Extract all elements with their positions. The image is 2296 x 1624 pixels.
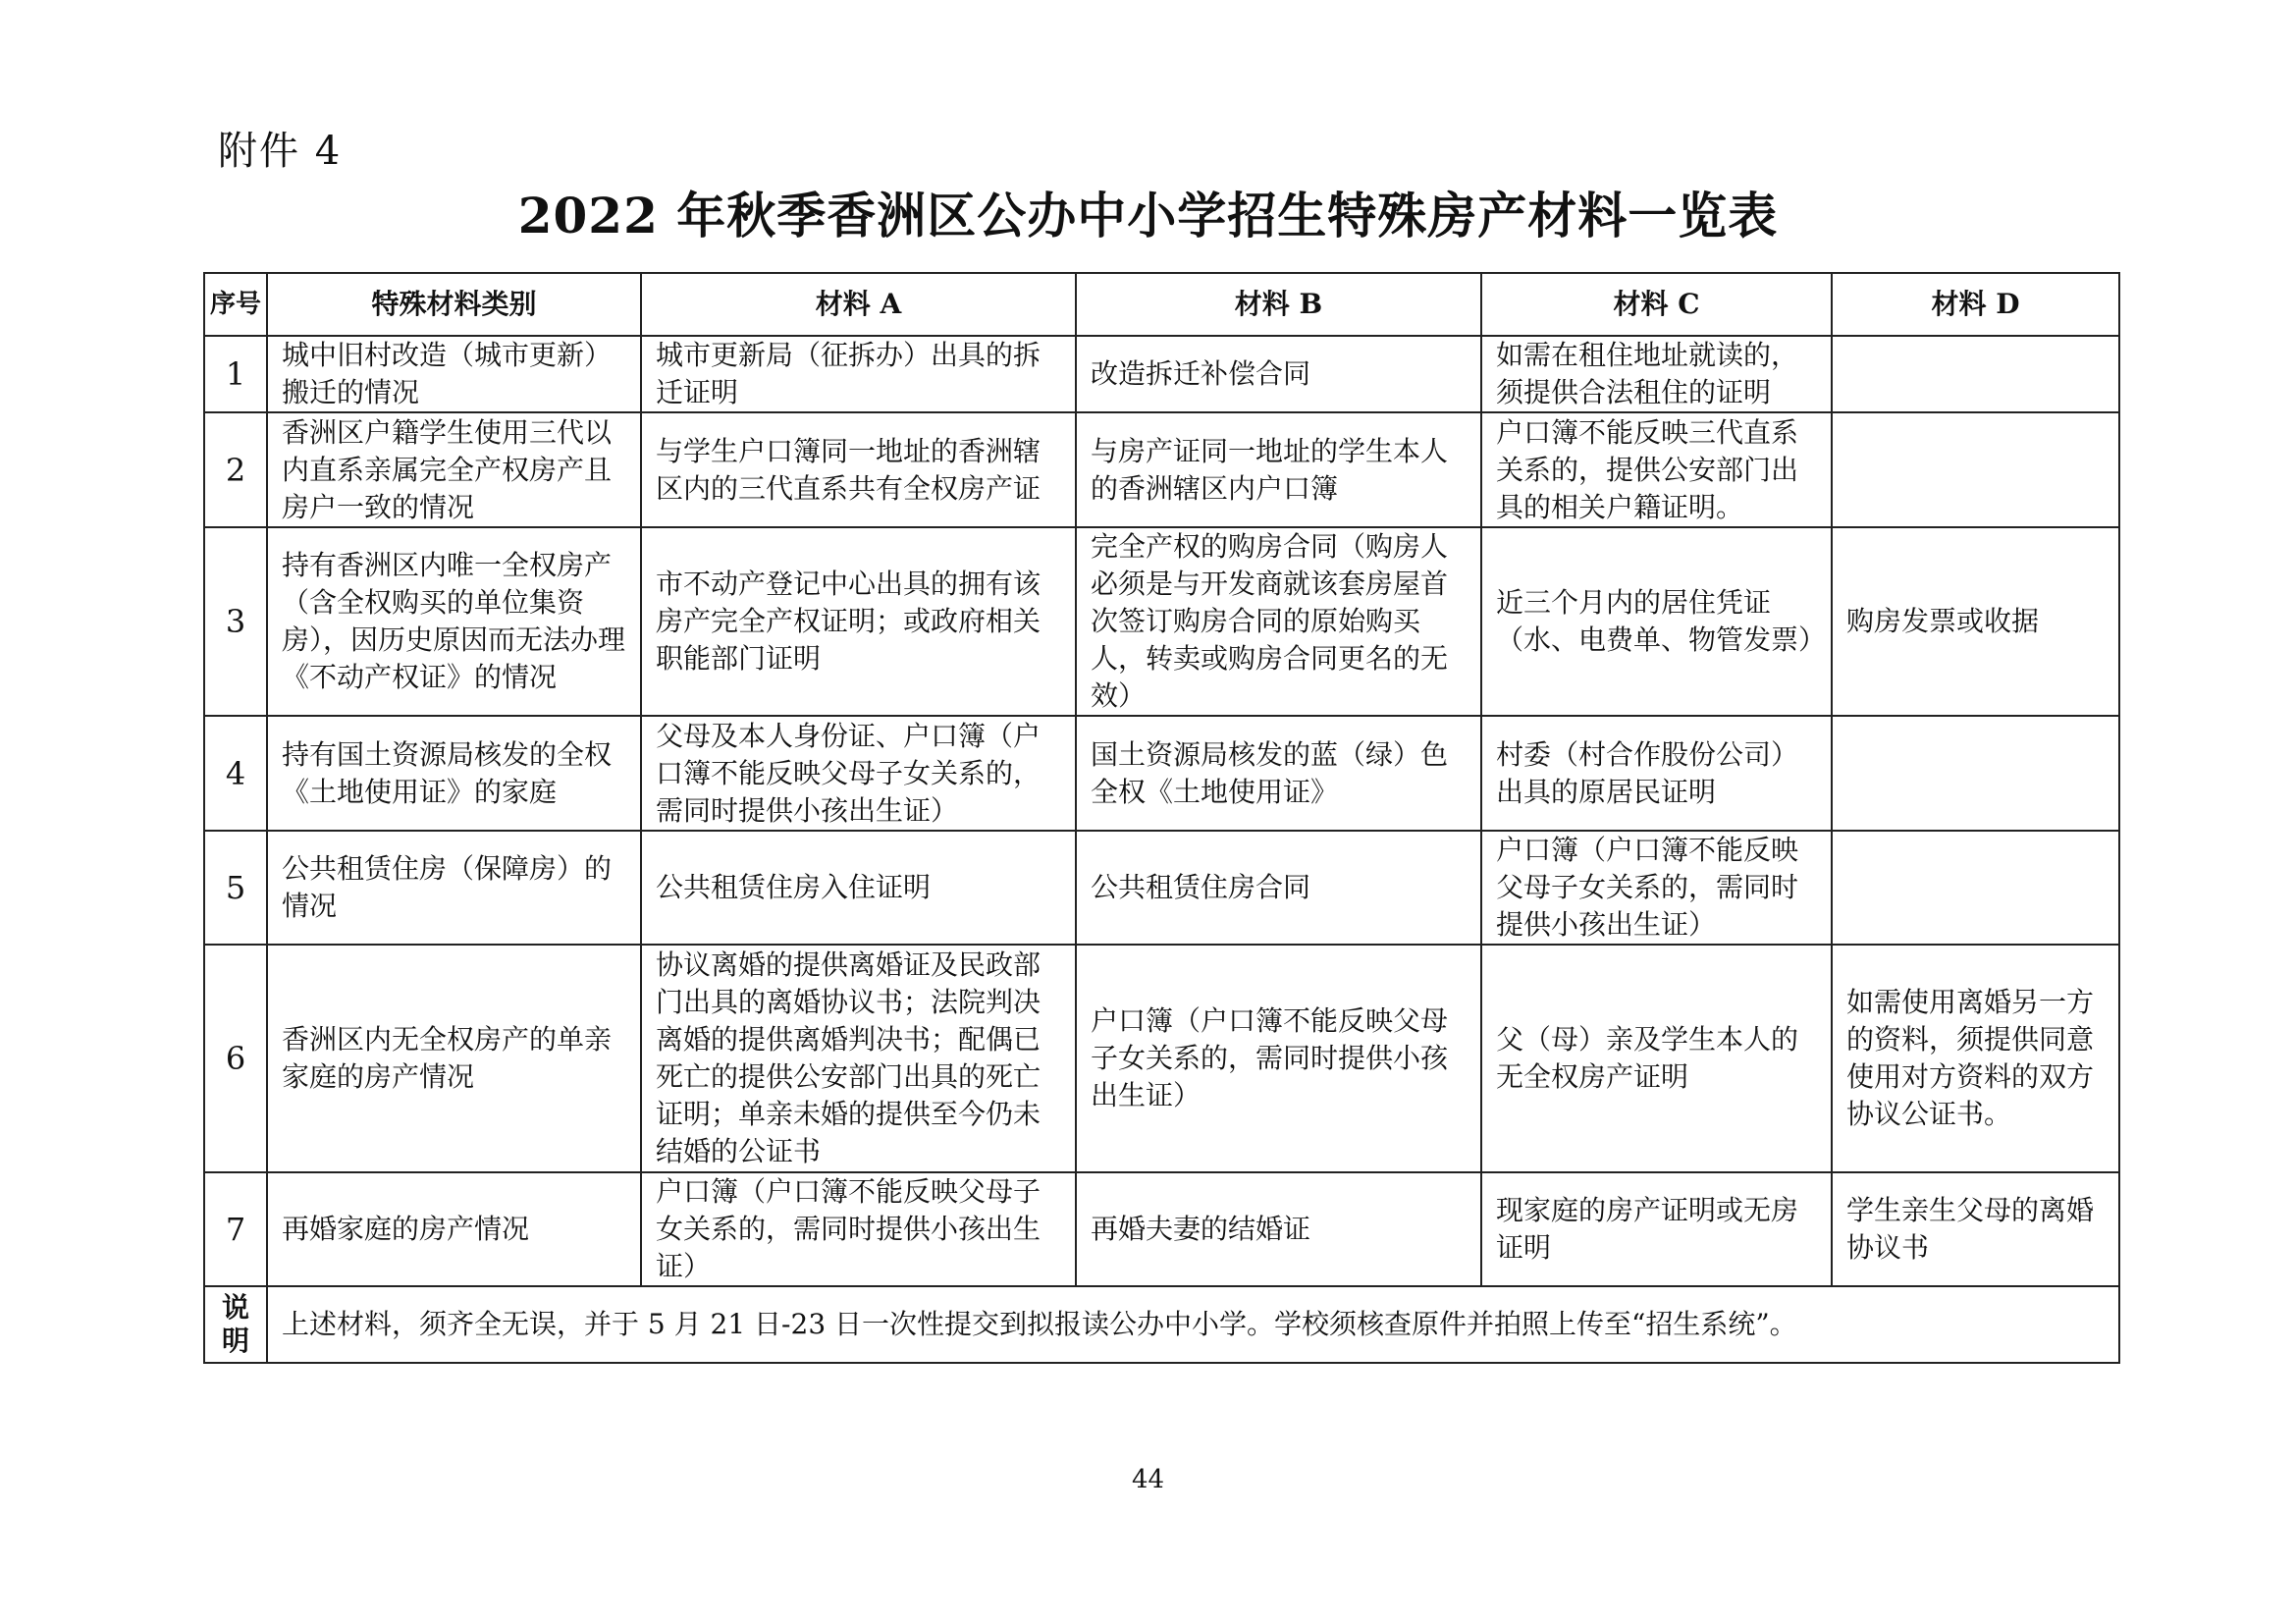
material-c-cell: 户口簿（户口簿不能反映父母子女关系的，需同时提供小孩出生证） <box>1481 831 1832 945</box>
table-row <box>204 716 2119 831</box>
material-b-cell: 再婚夫妻的结婚证 <box>1076 1172 1481 1286</box>
table-row <box>204 945 2119 1172</box>
row-number: 1 <box>204 336 267 412</box>
material-c-cell: 现家庭的房产证明或无房证明 <box>1481 1172 1832 1286</box>
material-d-cell: 如需使用离婚另一方的资料，须提供同意使用对方资料的双方协议公证书。 <box>1832 945 2119 1172</box>
material-b-cell: 与房产证同一地址的学生本人的香洲辖区内户口簿 <box>1076 412 1481 527</box>
material-b-cell: 户口簿（户口簿不能反映父母子女关系的，需同时提供小孩出生证） <box>1076 945 1481 1172</box>
material-d-cell: 学生亲生父母的离婚协议书 <box>1832 1172 2119 1286</box>
note-text: 上述材料，须齐全无误，并于 5 月 21 日-23 日一次性提交到拟报读公办中小学。学校须核查原件并拍照上传至“招生系统”。 <box>267 1286 2119 1363</box>
material-c-cell: 父（母）亲及学生本人的无全权房产证明 <box>1481 945 1832 1172</box>
material-a-cell: 协议离婚的提供离婚证及民政部门出具的离婚协议书；法院判决离婚的提供离婚判决书；配偶已死亡的提供公安部门出具的死亡证明；单亲未婚的提供至今仍未结婚的公证书 <box>641 945 1076 1172</box>
page-number: 44 <box>1131 1465 1165 1494</box>
material-b-cell: 完全产权的购房合同（购房人必须是与开发商就该套房屋首次签订购房合同的原始购买人，转卖或购房合同更名的无效） <box>1076 527 1481 716</box>
row-number: 6 <box>204 945 267 1172</box>
material-b-cell: 公共租赁住房合同 <box>1076 831 1481 945</box>
header-material-d: 材料 D <box>1832 273 2119 336</box>
material-c-cell: 如需在租住地址就读的，须提供合法租住的证明 <box>1481 336 1832 412</box>
material-a-cell: 父母及本人身份证、户口簿（户口簿不能反映父母子女关系的，需同时提供小孩出生证） <box>641 716 1076 831</box>
material-a-cell: 城市更新局（征拆办）出具的拆迁证明 <box>641 336 1076 412</box>
table-row <box>204 527 2119 716</box>
material-a-cell: 公共租赁住房入住证明 <box>641 831 1076 945</box>
header-material-a: 材料 A <box>641 273 1076 336</box>
table-row <box>204 831 2119 945</box>
category-cell: 城中旧村改造（城市更新）搬迁的情况 <box>267 336 641 412</box>
material-a-cell: 市不动产登记中心出具的拥有该房产完全产权证明；或政府相关职能部门证明 <box>641 527 1076 716</box>
note-label: 说明 <box>204 1286 267 1363</box>
material-b-cell: 国土资源局核发的蓝（绿）色全权《土地使用证》 <box>1076 716 1481 831</box>
category-cell: 再婚家庭的房产情况 <box>267 1172 641 1286</box>
material-a-cell: 户口簿（户口簿不能反映父母子女关系的，需同时提供小孩出生证） <box>641 1172 1076 1286</box>
row-number: 2 <box>204 412 267 527</box>
table-row <box>204 336 2119 412</box>
material-d-cell <box>1832 412 2119 527</box>
annex-label: 附件 4 <box>218 129 343 174</box>
category-cell: 公共租赁住房（保障房）的情况 <box>267 831 641 945</box>
page-title: 2022 年秋季香洲区公办中小学招生特殊房产材料一览表 <box>517 187 1779 244</box>
category-cell: 香洲区户籍学生使用三代以内直系亲属完全产权房产且房户一致的情况 <box>267 412 641 527</box>
material-d-cell <box>1832 831 2119 945</box>
row-number: 4 <box>204 716 267 831</box>
row-number: 5 <box>204 831 267 945</box>
header-seq: 序号 <box>204 273 267 336</box>
material-c-cell: 户口簿不能反映三代直系关系的，提供公安部门出具的相关户籍证明。 <box>1481 412 1832 527</box>
material-d-cell <box>1832 716 2119 831</box>
category-cell: 持有香洲区内唯一全权房产（含全权购买的单位集资房），因历史原因而无法办理《不动产权证》的情况 <box>267 527 641 716</box>
table-header-row <box>204 273 2119 336</box>
header-category: 特殊材料类别 <box>267 273 641 336</box>
materials-table <box>203 272 2120 1364</box>
table-row <box>204 412 2119 527</box>
header-material-c: 材料 C <box>1481 273 1832 336</box>
row-number: 3 <box>204 527 267 716</box>
note-row <box>204 1286 2119 1363</box>
material-d-cell: 购房发票或收据 <box>1832 527 2119 716</box>
category-cell: 持有国土资源局核发的全权《土地使用证》的家庭 <box>267 716 641 831</box>
row-number: 7 <box>204 1172 267 1286</box>
material-c-cell: 近三个月内的居住凭证（水、电费单、物管发票） <box>1481 527 1832 716</box>
category-cell: 香洲区内无全权房产的单亲家庭的房产情况 <box>267 945 641 1172</box>
header-material-b: 材料 B <box>1076 273 1481 336</box>
material-d-cell <box>1832 336 2119 412</box>
material-a-cell: 与学生户口簿同一地址的香洲辖区内的三代直系共有全权房产证 <box>641 412 1076 527</box>
material-b-cell: 改造拆迁补偿合同 <box>1076 336 1481 412</box>
table-row <box>204 1172 2119 1286</box>
material-c-cell: 村委（村合作股份公司）出具的原居民证明 <box>1481 716 1832 831</box>
